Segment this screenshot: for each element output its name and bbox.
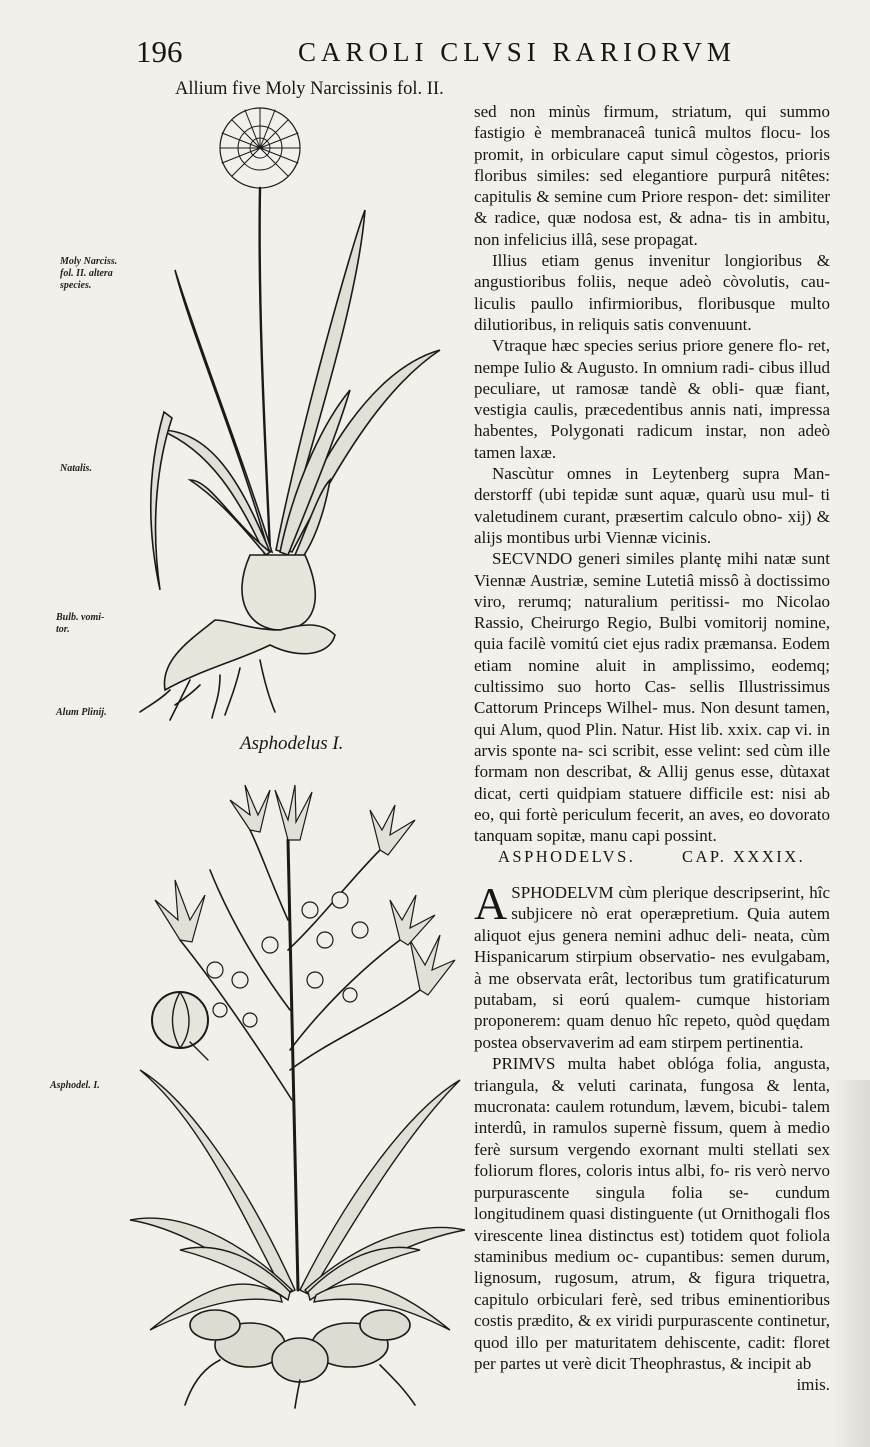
figure-1-label-moly: Moly Narciss. fol. II. altera species.: [60, 256, 118, 291]
figure-1-label-natalis: Natalis.: [60, 463, 92, 474]
allium-woodcut-illustration: [120, 100, 450, 730]
chapter-heading: [498, 845, 828, 869]
page-number: 196: [136, 34, 183, 69]
text-column-lower: [474, 878, 831, 1396]
figure-1-label-bulb: Bulb. vomi- tor.: [56, 612, 105, 635]
paragraph: sed non minùs firmum, striatum, qui summo fastigio è membranaceâ tunicâ multos flocu- los promit, in orbiculare caput simul cògestos, prioris floribus similes: sed elegantiore purpurâ nitêtes: capitulis & semine cum Priore respon- det: similiter & radice, quæ nodosa est, & adna- tis in ambitu, non infelicius illâ, sese propagat.: [474, 102, 831, 249]
page-header: [0, 32, 870, 72]
paragraph: Illius etiam genus invenitur longioribus & angustioribus foliis, neque adeò còvolutis, cau- liculis paullo infirmioribus, floribusque multo dilutioribus, in reliquis satis convenuunt.: [474, 251, 830, 334]
figure-2-title: Asphodelus I.: [240, 733, 344, 754]
text-column-upper: [474, 101, 830, 846]
chapter-name: ASPHODELVS.: [498, 847, 636, 866]
paragraph: PRIMVS multa habet oblóga folia, angusta, triangula, & veluti carinata, fungosa & lenta, mucronata: caulem rotundum, lævem, bicubi- talem interdû, in ramulos supernè fissum, quem à medio ferè sursum vergendo exornant multi stellati sex foliorum flores, coloris intus albi, fo- ris verò nervo purpurascente singula folia se- cundum longitudinem quasi distinguente (ut Ornithogali flos virescente linea distinctus est) totidem quot foliola staminibus medium oc- cupantibus: semen durum, lignosum, rugosum, atrum, & figura triquetra, capitulo orbiculari ferè, sed tribus eminentioribus costis prædito, & ex viridi purpurascente continetur, quod illo per maturitatem dehiscente, cadit: floret per partes ut verè dicit Theophrastus, & incipit ab: [474, 1054, 831, 1373]
chapter-number: CAP. XXXIX.: [682, 847, 806, 866]
figure-2-label-asphodel: Asphodel. I.: [50, 1080, 100, 1091]
paragraph: SECVNDO generi similes plantę mihi natæ sunt Viennæ Austriæ, semine Lutetiâ missô à doctissimo viro, rerumq; naturalium peritissi- mo Nicolao Rassio, Cheirurgo Regio, Bulbi vomitorij nomine, quia facilè vomitú ciet ejus radix præmansa. Eodem etiam nomine aluit in amplissimo, eodemq; cultissimo suo horto Cas- sellis Illustrissimus Cattorum Princeps Wilhel- mus. Non desunt tamen, qui Alum, quod Plin. Natur. Hist lib. xxix. cap vi. in arvis sponte na- sci scribit, esse velint: sed cùm ille formam non describat, & Allij genus esse, dùtaxat dicat, certi quidpiam statuere difficile est: nisi ab eo, qui fortè periculum fecerit, an aves, eo dovorato tanquam sopitæ, manu capi possint.: [474, 549, 831, 846]
figure-1-title: Allium five Moly Narcissinis fol. II.: [175, 79, 444, 99]
asphodelus-woodcut-illustration: [120, 770, 465, 1410]
paragraph: ASPHODELVM cùm plerique descripserint, hîc subjicere nò erat operæpretium. Quia autem aliquot ejus genera nemini adhuc deli- neata, cùm Hispanicarum stirpium observatio- nes evulgabam, à me observata erât, lectoribus tum gratificaturum putabam, si eorú qualem- cumque historiam proponerem: quam denuo hîc repeto, quòd quędam postea observaverim ad eam stirpem pertinentia.: [474, 878, 831, 1052]
paragraph: Nascùtur omnes in Leytenberg supra Man- derstorff (ubi tepidæ sunt aquæ, quarù usu mul- ti valetudinem curant, præsertim calculo obno- xij) & alijs montibus urbi Viennæ vicinis.: [474, 464, 831, 547]
page-edge-shadow: [830, 1080, 870, 1447]
paragraph-end: imis.: [796, 1375, 830, 1395]
figure-1-label-alum: Alum Plinij.: [56, 707, 107, 718]
paragraph: Vtraque hæc species serius priore genere flo- ret, nempe Iulio & Augusto. In omnium radi- cibus illud peculiare, ut ramosæ tandè & obli- quæ fiant, vestigia caulis, præcedentibus annis nati, impressa habentes, Polygonati radicum instar, non adeò tamen laxæ.: [474, 336, 831, 462]
drop-cap: A: [474, 878, 508, 929]
running-title: CAROLI CLVSI RARIORVM: [298, 37, 736, 67]
